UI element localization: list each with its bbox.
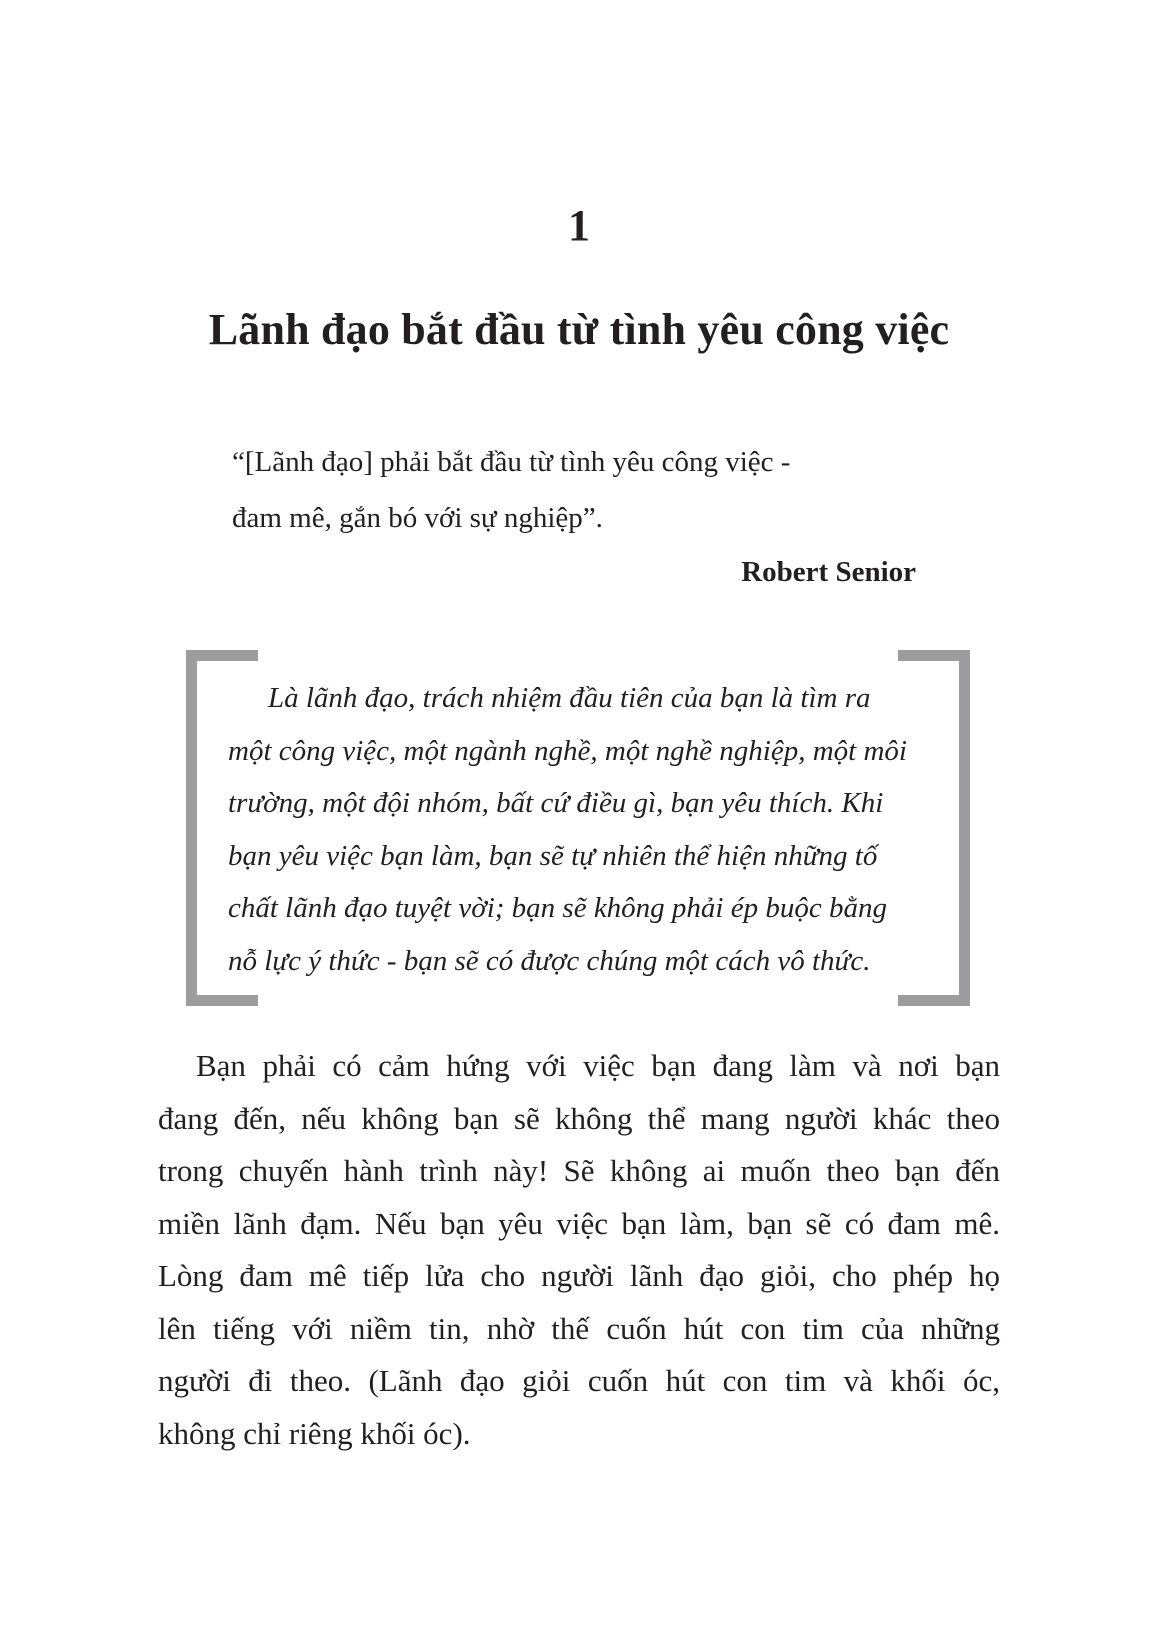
epigraph-quote bbox=[232, 434, 932, 546]
body-line: trong chuyến hành trình này! Sẽ không ai muốn theo bạn đến bbox=[158, 1153, 1000, 1188]
chapter-number: 1 bbox=[568, 201, 590, 250]
body-line: người đi theo. (Lãnh đạo giỏi cuốn hút con tim và khối óc, bbox=[158, 1363, 1000, 1398]
body-line: lên tiếng với niềm tin, nhờ thế cuốn hút con tim của những bbox=[158, 1310, 1000, 1346]
callout-line: chất lãnh đạo tuyệt vời; bạn sẽ không phải ép buộc bằng bbox=[228, 892, 887, 924]
epigraph-author: Robert Senior bbox=[741, 556, 916, 588]
callout-text bbox=[228, 672, 928, 987]
body-line: miền lãnh đạm. Nếu bạn yêu việc bạn làm, bạn sẽ có đam mê. bbox=[158, 1205, 1000, 1241]
body-line: Lòng đam mê tiếp lửa cho người lãnh đạo giỏi, cho phép họ bbox=[158, 1258, 1000, 1293]
body-line: Bạn phải có cảm hứng với việc bạn đang làm và nơi bạn bbox=[196, 1048, 1000, 1083]
callout-line: một công việc, một ngành nghề, một nghề nghiệp, một môi bbox=[228, 734, 907, 767]
body-line: đang đến, nếu không bạn sẽ không thể mang người khác theo bbox=[158, 1100, 1000, 1136]
chapter-title: Lãnh đạo bắt đầu từ tình yêu công việc bbox=[208, 305, 950, 354]
callout-line: bạn yêu việc bạn làm, bạn sẽ tự nhiên thể hiện những tố bbox=[228, 839, 878, 872]
epigraph-line: “[Lãnh đạo] phải bắt đầu từ tình yêu công việc - bbox=[232, 446, 791, 478]
callout-line: trường, một đội nhóm, bất cứ điều gì, bạn yêu thích. Khi bbox=[228, 787, 884, 819]
epigraph-line: đam mê, gắn bó với sự nghiệp”. bbox=[232, 502, 603, 534]
callout-line: nỗ lực ý thức - bạn sẽ có được chúng một cách vô thức. bbox=[228, 944, 871, 977]
body-line: không chỉ riêng khối óc). bbox=[158, 1415, 471, 1451]
body-paragraph bbox=[158, 1040, 1000, 1460]
callout-line: Là lãnh đạo, trách nhiệm đầu tiên của bạn là tìm ra bbox=[268, 682, 871, 714]
